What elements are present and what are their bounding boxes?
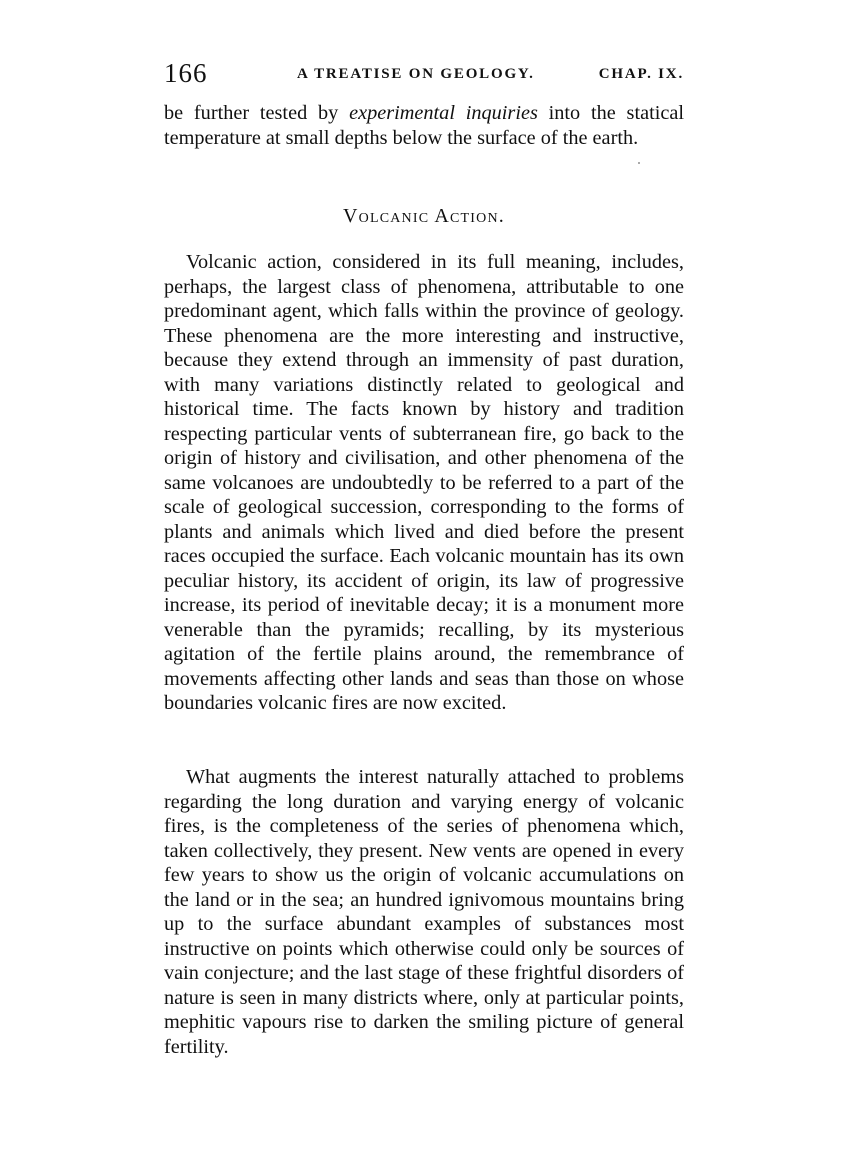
chapter-label: CHAP. IX.: [598, 66, 684, 82]
intro-text-end: into the statical temperature at small depths below the surface of the earth.: [164, 102, 684, 149]
running-title: A TREATISE ON GEOLOGY.: [297, 66, 535, 82]
print-speck: [638, 162, 640, 164]
body-paragraph-2: What augments the interest naturally attached to problems regarding the long duration and varying energy of volcanic fires, is the completeness of the series of phenomena which, taken collectively, they present. New vents are opened in every few years to show us the origin of volcanic accumulations on the land or in the sea; an hundred ignivomous mountains bring up to the surface abundant examples of substances most instructive on points which otherwise could only be sources of vain conjecture; and the last stage of these frightful disorders of nature is seen in many districts where, only at particular points, mephitic vapours rise to darken the smiling picture of general fertility.: [164, 766, 684, 1058]
intro-paragraph: [164, 101, 684, 150]
intro-emphasis: experimental inquiries: [349, 102, 538, 124]
page-number: 166: [164, 58, 208, 88]
running-head: [164, 58, 684, 92]
body-paragraph-1: Volcanic action, considered in its full meaning, includes, perhaps, the largest class of phenomena, attributable to one predominant agent, which falls within the province of geology. These phenomena are the more interesting and instructive, because they extend through an immensity of past duration, with many variations distinctly related to geological and historical time. The facts known by history and tradition respecting particular vents of subterranean fire, go back to the origin of history and civilisation, and other phenomena of the same volcanoes are undoubtedly to be referred to a part of the scale of geological succession, corresponding to the forms of plants and animals which lived and died before the present races occupied the surface. Each volcanic mountain has its own peculiar history, its accident of origin, its law of progressive increase, its period of inevitable decay; it is a monument more venerable than the pyramids; recalling, by its mysterious agitation of the fertile plains around, the remembrance of movements affecting other lands and seas than those on whose boundaries volcanic fires are now excited.: [164, 251, 684, 714]
section-heading: Volcanic Action.: [343, 205, 505, 227]
intro-text-start: be further tested by: [164, 102, 350, 124]
